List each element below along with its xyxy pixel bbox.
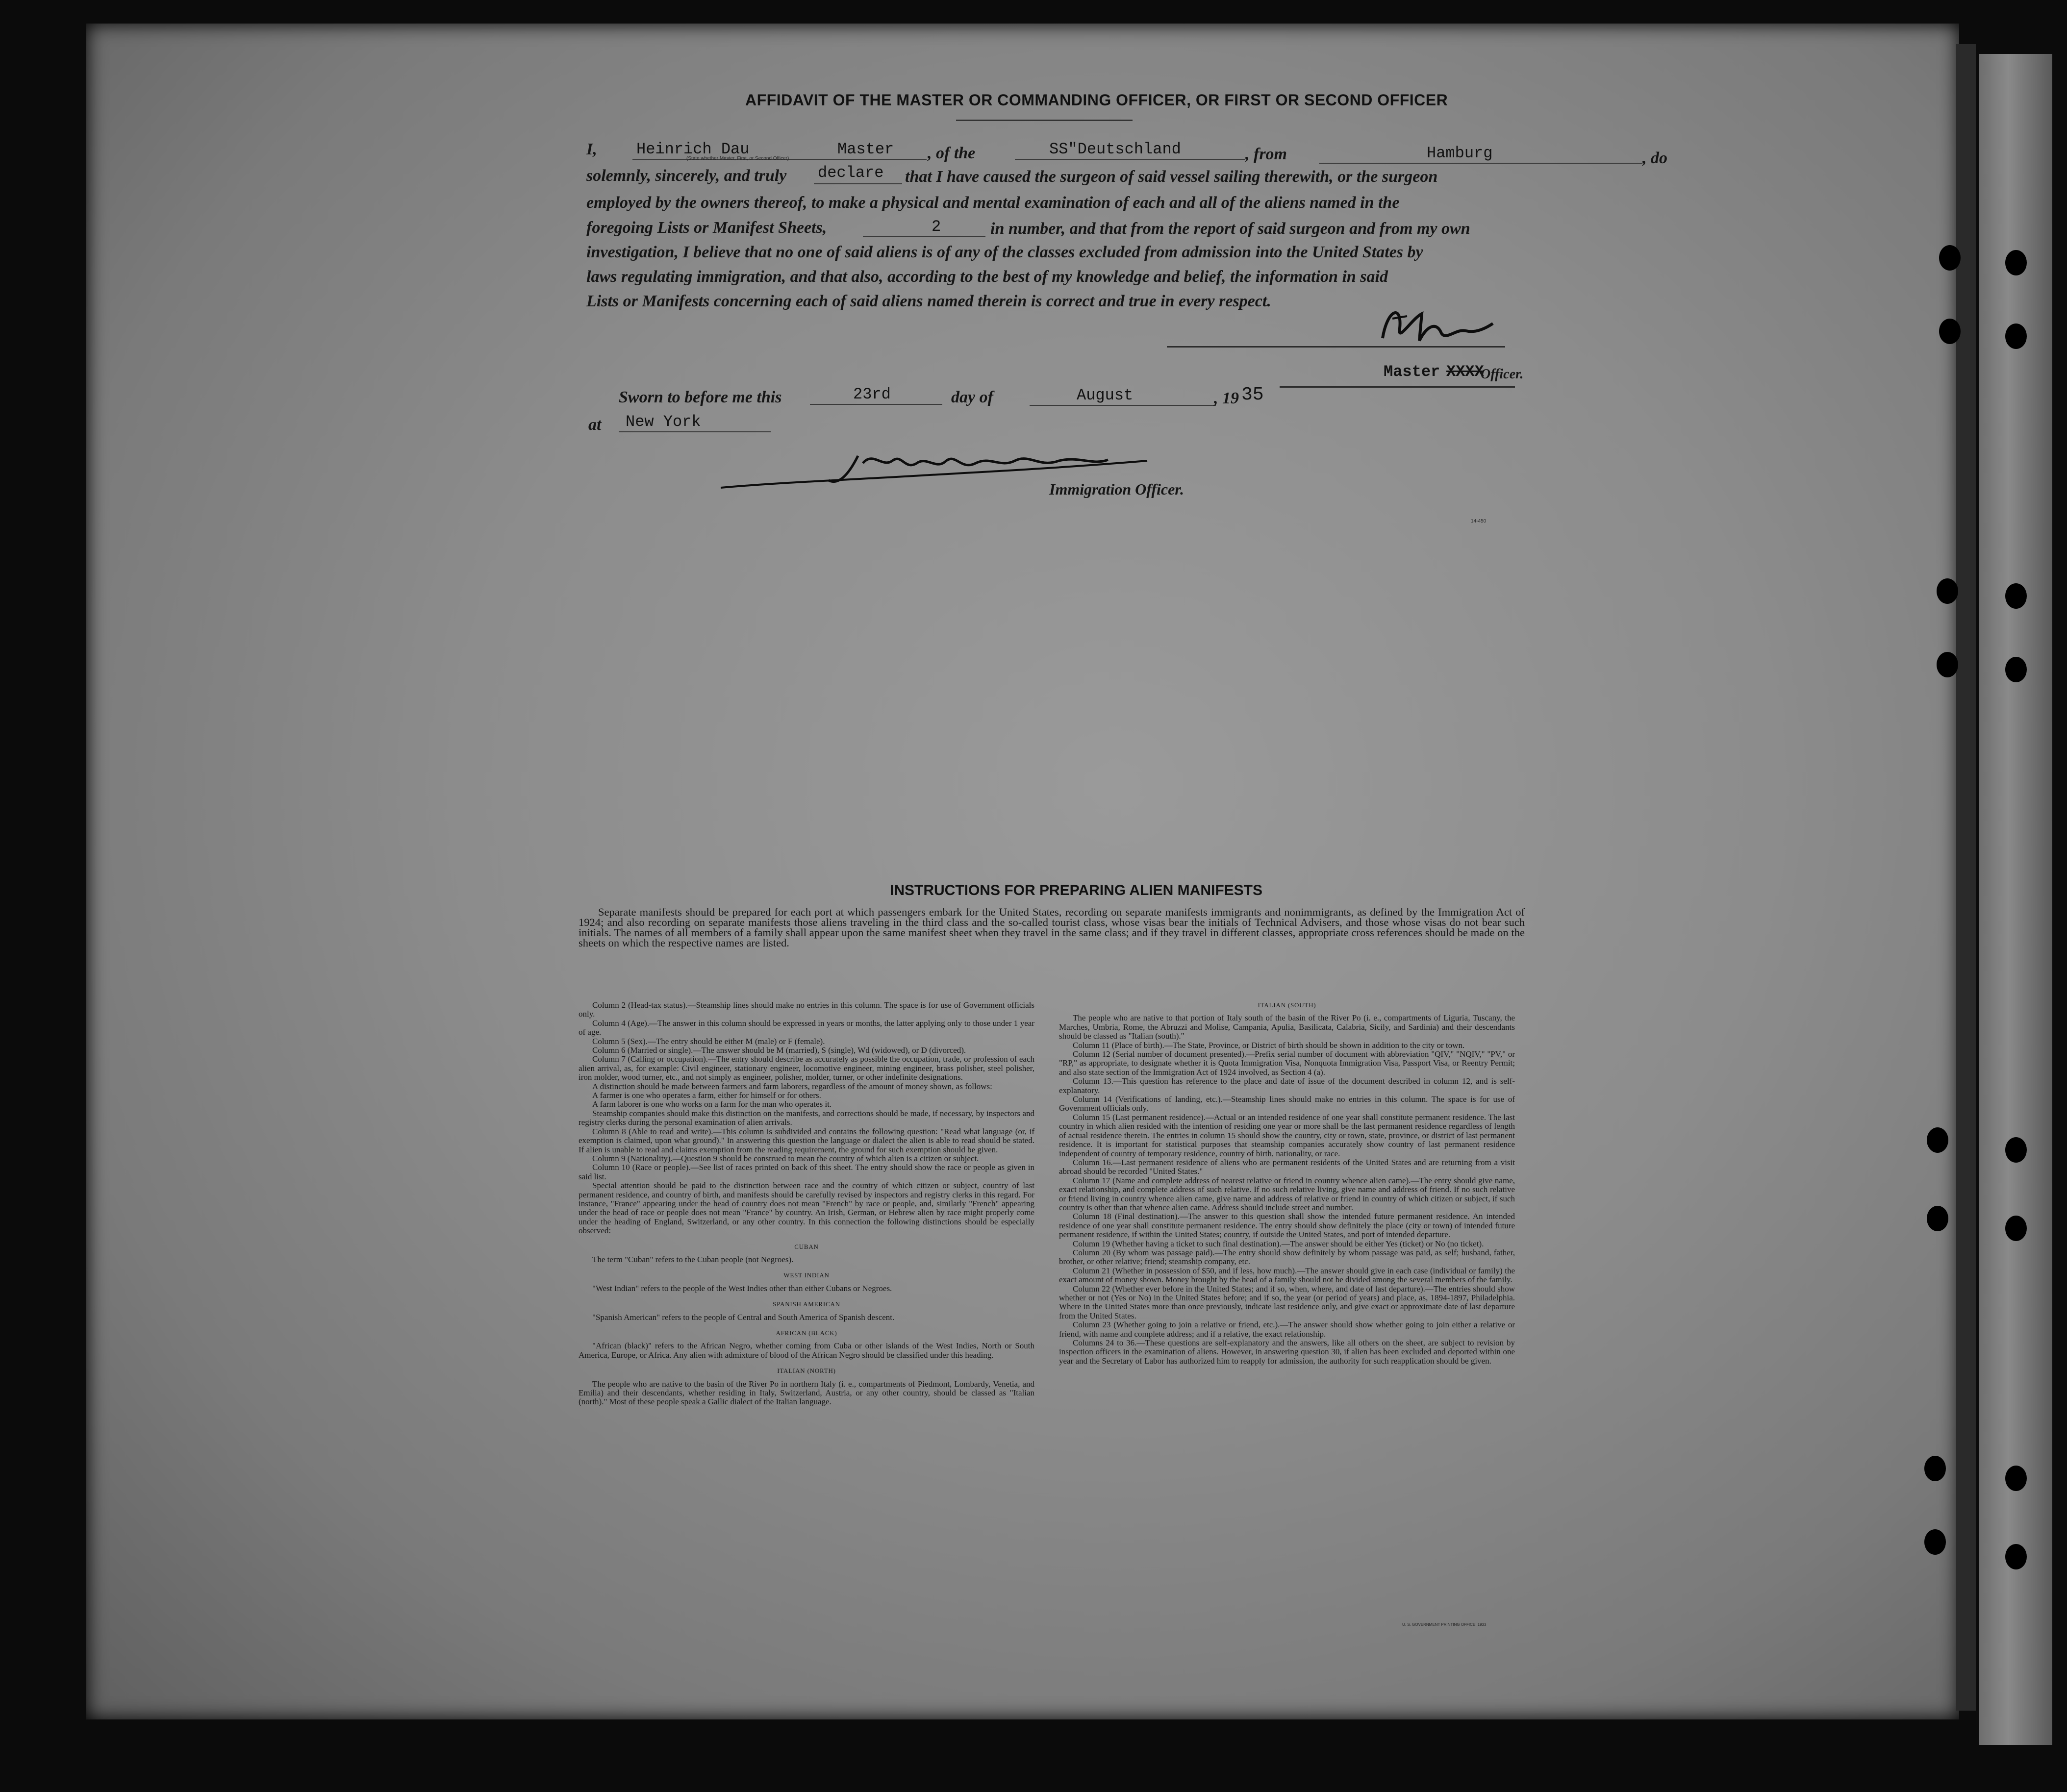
binder-hole [1924, 1529, 1946, 1555]
instruction-paragraph: Column 4 (Age).—The answer in this column should be expressed in years or months, the latter applying only to those under 1 year of age. [579, 1018, 1034, 1037]
of-the-label: , of the [928, 144, 976, 162]
binder-hole [1927, 1206, 1948, 1231]
instructions-intro: Separate manifests should be prepared for each port at which passengers embark for the United States, recording on separate manifests immigrants and nonimmigrants, as defined by the Immigration Act of 1924; and also recording on separate manifests those aliens traveling in the third class and the so-called tourist class, whose visas bear the initials of Technical Advisers, and those whose visas do not bear such initials. The names of all members of a family shall appear upon the same manifest sheet when they travel in the same class; and if they travel in different classes, appropriate cross references should be made on the sheets on which the respective names are listed. [579, 906, 1525, 949]
binder-hole [1924, 1456, 1946, 1481]
affidavit-line5: investigation, I believe that no one of said aliens is of any of the classes excluded from admission into the United States by [586, 243, 1423, 261]
binder-hole [1937, 578, 1958, 604]
sheet-count: 2 [932, 218, 941, 236]
instruction-paragraph: Column 17 (Name and complete address of nearest relative or friend in country whence alien came).—The entry should give name, exact relationship, and complete address of such relative. If no such relative living, give name and address of friend. If no such relative or friend living in country whence alien came, give name and address of relative or friend in country of which citizen or subject, if such country is other than that whence alien came. Address should include street and number. [1059, 1175, 1515, 1212]
section-heading-italian-south: ITALIAN (SOUTH) [1258, 1001, 1316, 1009]
instruction-paragraph: Column 10 (Race or people).—See list of races printed on back of this sheet. The entry should show the race or people as given in said list. [579, 1163, 1034, 1181]
binder-hole [1939, 319, 1961, 344]
instruction-paragraph: Column 5 (Sex).—The entry should be either M (male) or F (female). [592, 1036, 825, 1046]
rank-hint: (State whether Master, First, or Second Officer) [686, 156, 789, 161]
master-name: Heinrich Dau [636, 140, 750, 158]
section-heading-italian-north: ITALIAN (NORTH) [777, 1367, 836, 1375]
binder-hole [2005, 583, 2027, 609]
officer-line [1280, 386, 1515, 388]
instruction-paragraph: Column 6 (Married or single).—The answer should be M (married), S (single), Wd (widowed), or D (divorced). [592, 1045, 966, 1055]
binder-hole [2005, 657, 2027, 682]
instruction-paragraph: Column 20 (By whom was passage paid).—The entry should show definitely by whom passage was paid, as self; husband, father, brother, or other relative; friend; steamship company, etc. [1059, 1247, 1515, 1267]
binder-hole [2005, 1216, 2027, 1241]
section-heading-spanish-american: SPANISH AMERICAN [773, 1300, 840, 1308]
instruction-paragraph: A distinction should be made between farmers and farm laborers, regardless of the amount of money shown, as follows: [592, 1081, 992, 1091]
sworn-year: 35 [1241, 384, 1264, 405]
vessel-underline [1015, 159, 1245, 160]
officer-label: Officer. [1481, 367, 1524, 382]
section-heading-cuban: CUBAN [794, 1243, 819, 1250]
sworn-day: 23rd [853, 385, 891, 403]
sworn-label: Sworn to before me this [619, 388, 782, 406]
instruction-paragraph: Column 8 (Able to read and write).—This column is subdivided and contains the following question: "Read what language (or, if exemption is claimed, upon what ground)." In answering this question the language or dialect the alien is able to read should be stated. If alien is unable to read and claims exemption from the reading requirement, the ground for such exemption should be given. [579, 1126, 1034, 1154]
binder-hole [1939, 245, 1961, 271]
instruction-paragraph: A farm laborer is one who works on a farm for the man who operates it. [592, 1099, 832, 1109]
vessel-name: SS"Deutschland [1049, 140, 1181, 158]
instructions-left-column [579, 1001, 1034, 1407]
affidavit-line7: Lists or Manifests concerning each of said aliens named therein is correct and true in every respect. [586, 292, 1271, 310]
from-label: , from [1245, 145, 1287, 163]
affidavit-i: I, [586, 140, 597, 158]
binder-hole [2005, 324, 2027, 349]
binder-hole [2005, 1137, 2027, 1163]
instruction-paragraph: Column 13.—This question has reference to the place and date of issue of the document described in column 12, and is self-explanatory. [1059, 1076, 1515, 1095]
instruction-paragraph: Steamship companies should make this distinction on the manifests, and corrections should be made, if necessary, by inspectors and registry clerks during the personal examination of alien arrivals. [579, 1108, 1034, 1127]
month-underline [1030, 405, 1216, 406]
struck-text: XXXX [1446, 363, 1484, 381]
instruction-paragraph: Column 9 (Nationality).—Question 9 should be construed to mean the country of which alien is a citizen or subject. [592, 1153, 979, 1163]
affidavit-line2b: that I have caused the surgeon of said vessel sailing therewith, or the surgeon [905, 168, 1438, 186]
place-underline [619, 431, 771, 432]
affidavit-line4a: foregoing Lists or Manifest Sheets, [586, 219, 827, 237]
master-signature-line [1167, 346, 1505, 348]
instruction-paragraph: "West Indian" refers to the people of the West Indies other than either Cubans or Negroes. [592, 1283, 892, 1293]
instruction-paragraph: A farmer is one who operates a farm, either for himself or for others. [592, 1091, 821, 1100]
instruction-paragraph: The people who are native to that portion of Italy south of the basin of the River Po (i. e., compartments of Liguria, Tuscany, the Marches, Umbria, Rome, the Abruzzi and Molise, Campania, Apulia, Basilicata, Calabria, Sicily, and Sardinia) and their descendants should be classed as "Italian (south)." [1059, 1013, 1515, 1041]
instructions-title: INSTRUCTIONS FOR PREPARING ALIEN MANIFESTS [889, 882, 1263, 898]
binding-strip [1979, 54, 2052, 1745]
section-heading-african: AFRICAN (BLACK) [776, 1329, 837, 1337]
affidavit-line6: laws regulating immigration, and that also, according to the best of my knowledge and belief, the information in said [586, 268, 1388, 286]
sworn-month: August [1077, 386, 1134, 404]
instruction-paragraph: Column 16.—Last permanent residence of aliens who are permanent residents of the United States and are returning from a visit abroad should be recorded "United States." [1059, 1157, 1515, 1176]
instruction-paragraph: Column 15 (Last permanent residence).—Actual or an intended residence of one year shall constitute permanent residence. The last country in which alien resided with the intention of residing one year or more shall be the last permanent residence regardless of length of actual residence therein. The entries in column 15 should show the country, city or town, state, province, or district of last permanent residence. It is important for statistical purposes that steamship companies accurately show country of last permanent residence independent of country of temporary residence, country of birth, nationality, or race. [1059, 1112, 1515, 1158]
binder-hole [2005, 250, 2027, 275]
instruction-paragraph: Column 7 (Calling or occupation).—The entry should describe as accurately as possible the occupation, trade, or profession of each alien arrival, as, for example: Civil engineer, stationary engineer, locomotive engineer, mining engineer, brass polisher, steel polisher, iron molder, wood turner, etc., and not simply as engineer, polisher, molder, turner, or other indefinite designations. [579, 1054, 1034, 1082]
instruction-paragraph: Column 21 (Whether in possession of $50, and if less, how much).—The answer should give in each case (individual or family) the exact amount of money shown. Money brought by the head of a family should not be divided among the several members of the family. [1059, 1266, 1515, 1285]
printing-office-imprint: U. S. GOVERNMENT PRINTING OFFICE: 1933 [1402, 1622, 1487, 1627]
instructions-right-column [1059, 1001, 1515, 1366]
day-underline [810, 404, 942, 405]
affidavit-line2a: solemnly, sincerely, and truly [586, 167, 787, 185]
port-underline [1319, 163, 1642, 164]
master-signature [1373, 299, 1500, 353]
instruction-paragraph: Column 23 (Whether going to join a relative or friend, etc.).—The answer should show whether going to join either a relative or friend, with name and complete address; and if a relative, the exact relationship. [1059, 1320, 1515, 1339]
instruction-paragraph: Column 18 (Final destination).—The answer to this question shall show the intended future permanent residence. An intended residence of one year shall constitute permanent residence. The entry should show definitely the place (city or town) of intended future permanent residence, if within the United States; country, if outside the United States, and port of intended departure. [1059, 1212, 1515, 1240]
instruction-paragraph: Column 12 (Serial number of document presented).—Prefix serial number of document with abbreviation "QIV," "NQIV," "PV," or "RP," as appropriate, to designate whether it is Quota Immigration Visa, Nonquota Immigration Visa, Passport Visa, or Reentry Permit; and also state section of the Immigration Act of 1924 involved, as Section 4 (a). [1059, 1049, 1515, 1077]
year-prefix: , 19 [1214, 389, 1239, 407]
instruction-paragraph: Column 19 (Whether having a ticket to such final destination).—The answer should be either Yes (ticket) or No (no ticket). [1073, 1239, 1484, 1248]
instruction-paragraph: Columns 24 to 36.—These questions are self-explanatory and the answers, like all others on the sheet, are subject to revision by inspection officers in the examination of aliens. However, in answering question 30, if alien has been excluded and deported within one year and the Secretary of Labor has authorized him to reapply for admission, the authority for such reapplication should be given. [1059, 1338, 1515, 1366]
instruction-paragraph: Column 14 (Verifications of landing, etc.).—Steamship lines should make no entries in this column. The space is for use of Government officials only. [1059, 1095, 1515, 1113]
instruction-paragraph: "African (black)" refers to the African Negro, whether coming from Cuba or other islands of the West Indies, North or South America, Europe, or Africa. Any alien with admixture of blood of the African Negro should be classified under this heading. [579, 1341, 1034, 1360]
declare-word: declare [818, 164, 884, 182]
title-rule [956, 120, 1133, 121]
instruction-paragraph: "Spanish American" refers to the people of Central and South America of Spanish descent. [592, 1312, 895, 1322]
sworn-place: New York [626, 413, 701, 431]
affidavit-line3: employed by the owners thereof, to make a physical and mental examination of each and all of the aliens named in the [586, 194, 1400, 212]
day-of-label: day of [951, 388, 993, 406]
instruction-paragraph: Column 22 (Whether ever before in the United States; and if so, when, where, and date of last departure).—The entries should show whether or not (Yes or No) in the United States before; and if so, the year (or period of years) and place, as, 1894-1897, Philadelphia. Where in the United States more than once previously, indicate last residence only, and give exact or approximate date of last departure from the United States. [1059, 1284, 1515, 1320]
declare-underline [814, 183, 902, 184]
instruction-paragraph: Special attention should be paid to the distinction between race and the country of which citizen or subject, country of last permanent residence, and country of birth, and manifests should be carefully revised by inspectors and registry clerks in this regard. For instance, "France" appearing under the head of country does not mean "French" by race or people, and, similarly "French" appearing under the head of race or people does not mean "France" by country. An Irish, German, or Hebrew alien by race might properly come under the heading of England, Switzerland, or any other country. In this connection the following distinctions should be especially observed: [579, 1181, 1034, 1236]
affidavit-title: AFFIDAVIT OF THE MASTER OR COMMANDING OFFICER, OR FIRST OR SECOND OFFICER [745, 91, 1448, 109]
form-number: 14-450 [1471, 519, 1487, 524]
master-rank: Master [837, 140, 894, 158]
signature-title: Master [1384, 363, 1440, 381]
section-heading-west-indian: WEST INDIAN [783, 1271, 830, 1279]
instruction-paragraph: Column 11 (Place of birth).—The State, Province, or District of birth should be shown in addition to the city or town. [1073, 1040, 1465, 1050]
page-edge [1956, 44, 1976, 1711]
port-name: Hamburg [1427, 144, 1493, 162]
binder-hole [1937, 652, 1958, 677]
instruction-paragraph: The term "Cuban" refers to the Cuban people (not Negroes). [592, 1254, 794, 1264]
immigration-officer-label: Immigration Officer. [1049, 480, 1184, 498]
sheets-underline [863, 236, 985, 237]
do-label: , do [1642, 149, 1667, 167]
at-label: at [588, 416, 602, 434]
binder-hole [2005, 1466, 2027, 1491]
binder-hole [1927, 1127, 1948, 1153]
instruction-paragraph: Column 2 (Head-tax status).—Steamship lines should make no entries in this column. The space is for use of Government officials only. [579, 1000, 1034, 1019]
affidavit-line4b: in number, and that from the report of said surgeon and from my own [990, 220, 1470, 238]
instruction-paragraph: The people who are native to the basin of the River Po in northern Italy (i. e., compartments of Piedmont, Lombardy, Venetia, and Emilia) and their descendants, whether residing in Italy, Switzerland, Austria, or any other country, should be classed as "Italian (north)." Most of these people speak a Gallic dialect of the Italian language. [579, 1379, 1034, 1407]
binder-hole [2005, 1544, 2027, 1569]
